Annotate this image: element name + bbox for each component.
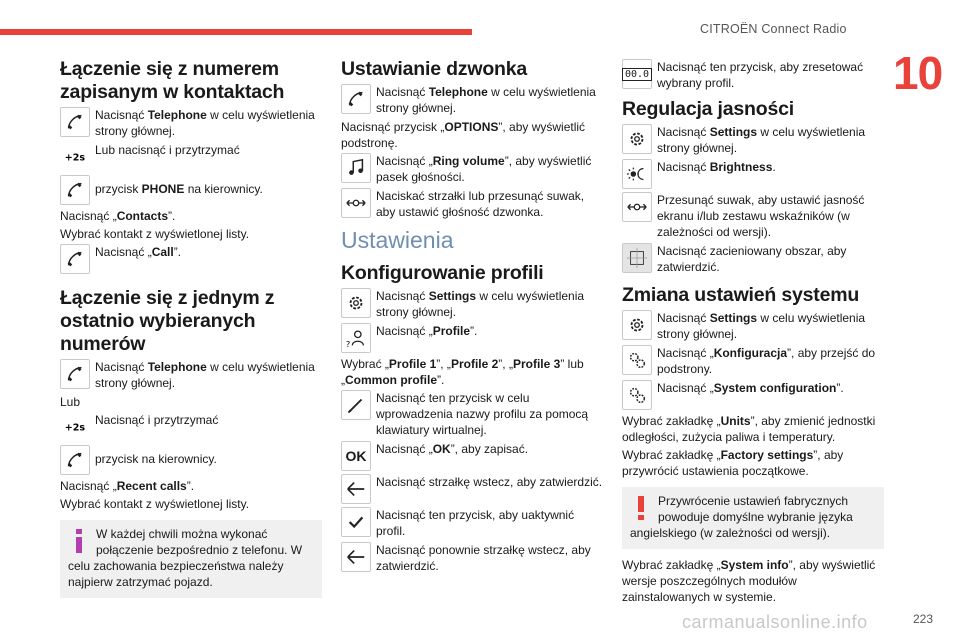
svg-text:+2s: +2s	[64, 152, 85, 164]
paragraph: Lub	[60, 395, 81, 409]
checkmark-icon	[341, 507, 371, 537]
step-text: Nacisnąć „Call”.	[95, 245, 182, 259]
handset-icon	[60, 107, 90, 137]
step	[341, 288, 603, 320]
step-text: Nacisnąć „Ring volume”, aby wyświetlić pasek głośności.	[376, 154, 592, 184]
step-text: Lub nacisnąć i przytrzymać	[95, 143, 240, 157]
step-text: Nacisnąć Telephone w celu wyświetlenia strony głównej.	[95, 360, 315, 390]
page-number: 223	[913, 612, 934, 626]
music-note-icon	[341, 153, 371, 183]
step-text: Nacisnąć ten przycisk, aby zresetować wybrany profil.	[657, 60, 864, 90]
handset-icon	[60, 175, 90, 205]
paragraph: Nacisnąć „Contacts”.	[60, 209, 176, 223]
brightness-icon	[622, 159, 652, 189]
step	[60, 244, 322, 274]
paragraph: Wybrać kontakt z wyświetlonej listy.	[60, 497, 250, 511]
paragraph: Wybrać zakładkę „Factory settings”, aby przywrócić ustawienia początkowe.	[622, 448, 844, 478]
step-text: Nacisnąć ten przycisk, aby uaktywnić profil.	[376, 508, 575, 538]
step-text: Nacisnąć „Konfiguracja”, aby przejść do podstrony.	[657, 346, 876, 376]
step	[60, 445, 322, 475]
back-arrow-icon	[341, 542, 371, 572]
chapter-section-heading: Ustawienia	[341, 227, 454, 253]
handset-icon	[341, 84, 371, 114]
pencil-icon	[341, 390, 371, 420]
info-icon	[68, 526, 90, 556]
step-text: Nacisnąć ponownie strzałkę wstecz, aby zatwierdzić.	[376, 543, 591, 573]
info-note	[60, 520, 322, 598]
handset-icon	[60, 244, 90, 274]
paragraph: Nacisnąć przycisk „OPTIONS”, aby wyświetlić podstronę.	[341, 120, 586, 150]
watermark: carmanualsonline.info	[682, 612, 868, 632]
ok-label: OK	[345, 448, 367, 464]
step	[341, 474, 603, 504]
reset-counter-icon	[622, 59, 652, 89]
step	[60, 359, 322, 391]
step-text: Nacisnąć Settings w celu wyświetlenia strony głównej.	[657, 311, 866, 341]
note-text: Przywrócenie ustawień fabrycznych powoduje domyślne wybranie języka angielskiego (w zależności od wersji).	[630, 494, 853, 540]
section-title: Konfigurowanie profili	[341, 262, 544, 284]
section-title: Ustawianie dzwonka	[341, 58, 528, 80]
step	[341, 441, 603, 471]
section-title: Łączenie się z numerem zapisanym w kontaktach	[60, 58, 285, 103]
step-text: przycisk PHONE na kierownicy.	[95, 182, 263, 196]
step	[60, 412, 322, 442]
step	[622, 310, 884, 342]
step-text: Nacisnąć Telephone w celu wyświetlenia strony głównej.	[95, 108, 315, 138]
gear-icon	[622, 310, 652, 340]
gear-icon	[622, 124, 652, 154]
section-title: Regulacja jasności	[622, 98, 794, 120]
warning-note	[622, 487, 884, 549]
reset-label: 00.0	[622, 68, 652, 81]
step	[341, 188, 603, 220]
hold-2s-icon	[60, 142, 90, 172]
step	[341, 390, 603, 438]
column-1	[60, 58, 322, 602]
step	[622, 345, 884, 377]
handset-icon	[60, 359, 90, 389]
step-text: Nacisnąć Telephone w celu wyświetlenia strony głównej.	[376, 85, 596, 115]
step	[60, 175, 322, 205]
svg-text:+2s: +2s	[64, 422, 85, 434]
step	[622, 192, 884, 240]
slider-arrows-icon	[341, 188, 371, 218]
paragraph: Wybrać zakładkę „System info”, aby wyświetlić wersje poszczególnych modułów zainstalowanych w systemie.	[622, 558, 876, 604]
hold-2s-icon	[60, 412, 90, 442]
accent-bar	[0, 29, 472, 35]
svg-text:?: ?	[345, 339, 351, 349]
step	[622, 159, 884, 189]
column-2	[341, 58, 603, 577]
step	[341, 153, 603, 185]
paragraph: Wybrać zakładkę „Units”, aby zmienić jednostki odległości, zużycia paliwa i temperatury.	[622, 414, 876, 444]
step	[622, 59, 884, 91]
slider-arrows-icon	[622, 192, 652, 222]
step-text: Nacisnąć Settings w celu wyświetlenia strony głównej.	[376, 289, 585, 319]
paragraph: Nacisnąć „Recent calls”.	[60, 479, 195, 493]
step-text: Naciskać strzałki lub przesunąć suwak, aby ustawić głośność dzwonka.	[376, 189, 585, 219]
step-text: przycisk na kierownicy.	[95, 452, 217, 466]
step	[622, 124, 884, 156]
running-title: CITROËN Connect Radio	[700, 22, 847, 36]
config-gears-icon	[622, 380, 652, 410]
warning-icon	[630, 493, 652, 523]
column-3	[622, 58, 884, 607]
shaded-area-icon	[622, 243, 652, 273]
note-text: W każdej chwili można wykonać połączenie bezpośrednio z telefonu. W celu zachowania bezpieczeństwa należy najpierw zatrzymać pojazd.	[68, 527, 303, 589]
step-text: Nacisnąć „System configuration”.	[657, 381, 844, 395]
section-title: Zmiana ustawień systemu	[622, 284, 860, 306]
step-text: Nacisnąć „Profile”.	[376, 324, 478, 338]
step-text: Nacisnąć Brightness.	[657, 160, 776, 174]
step	[341, 507, 603, 539]
step	[60, 142, 322, 172]
step-text: Nacisnąć „OK”, aby zapisać.	[376, 442, 529, 456]
step-text: Nacisnąć Settings w celu wyświetlenia strony głównej.	[657, 125, 866, 155]
step	[341, 542, 603, 574]
profile-icon	[341, 323, 371, 353]
step	[341, 84, 603, 116]
ok-icon	[341, 441, 371, 471]
step	[622, 380, 884, 410]
step-text: Nacisnąć ten przycisk w celu wprowadzenia nazwy profilu za pomocą klawiatury wirtualnej.	[376, 391, 589, 437]
step-text: Nacisnąć zacieniowany obszar, aby zatwierdzić.	[657, 244, 847, 274]
handset-icon	[60, 445, 90, 475]
gear-icon	[341, 288, 371, 318]
chapter-number: 10	[893, 47, 943, 99]
step-text: Nacisnąć i przytrzymać	[95, 413, 219, 427]
back-arrow-icon	[341, 474, 371, 504]
section-title: Łączenie się z jednym z ostatnio wybieranych numerów	[60, 287, 275, 355]
step	[60, 107, 322, 139]
paragraph: Wybrać „Profile 1”, „Profile 2”, „Profile 3” lub „Common profile”.	[341, 357, 584, 387]
step-text: Przesunąć suwak, aby ustawić jasność ekranu i/lub zestawu wskaźników (w zależności od wersji).	[657, 193, 865, 239]
step-text: Nacisnąć strzałkę wstecz, aby zatwierdzić.	[376, 475, 603, 489]
paragraph: Wybrać kontakt z wyświetlonej listy.	[60, 227, 250, 241]
step	[341, 323, 603, 353]
step	[622, 243, 884, 275]
config-gears-icon	[622, 345, 652, 375]
